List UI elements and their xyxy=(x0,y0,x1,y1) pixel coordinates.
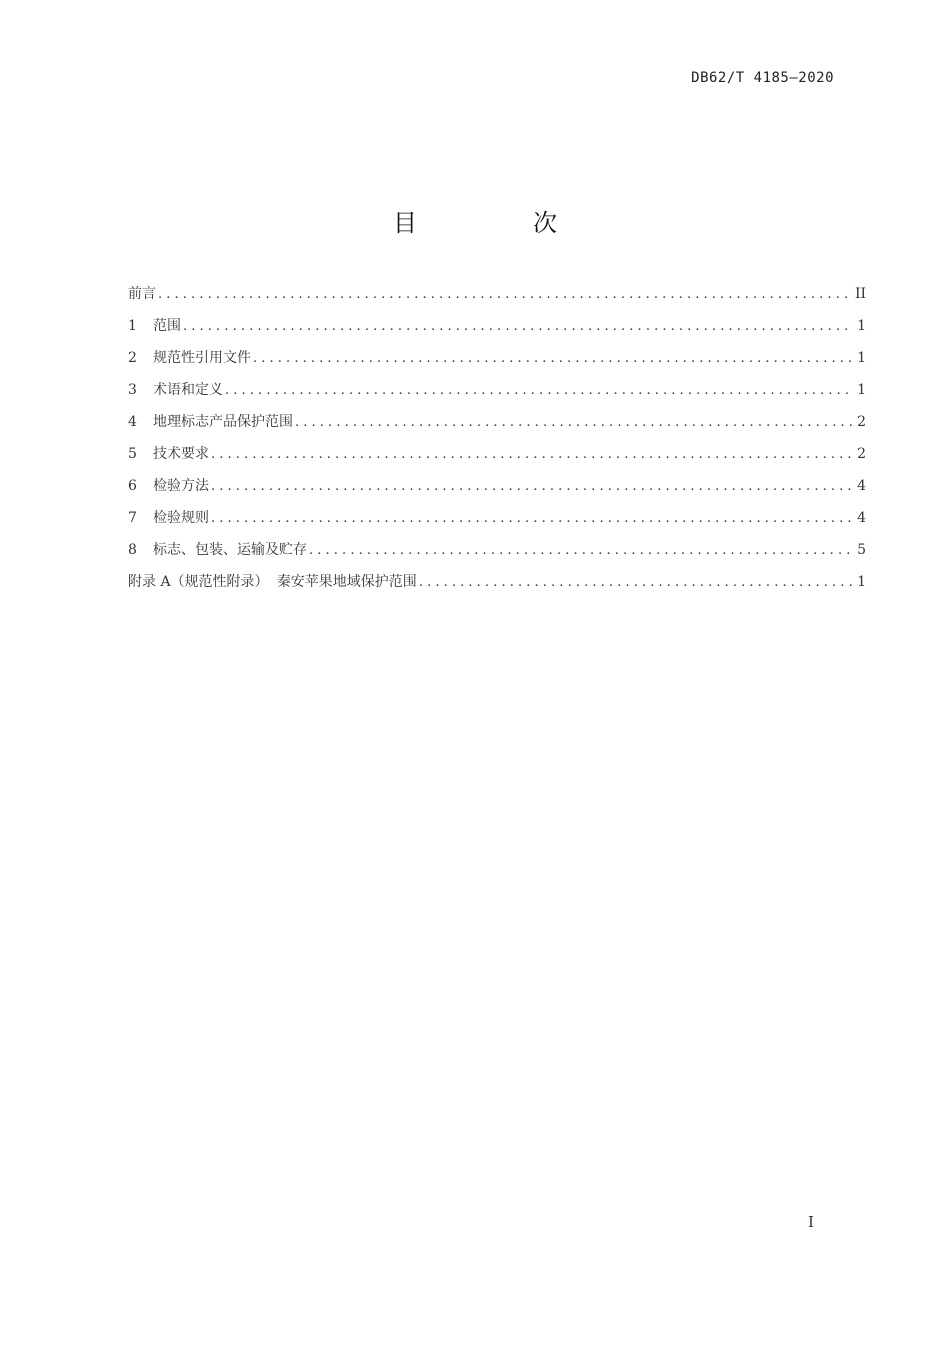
toc-entry-label: 标志、包装、运输及贮存 xyxy=(153,542,307,558)
page-number: I xyxy=(808,1213,814,1231)
toc-entry-page: 1 xyxy=(857,382,866,398)
toc-leader-dots xyxy=(183,319,852,334)
toc-entry-page: 5 xyxy=(857,542,866,558)
toc-leader-dots xyxy=(295,415,852,430)
toc-entry-label: 检验规则 xyxy=(153,510,209,526)
toc-entry-number: 3 xyxy=(128,382,137,398)
standard-code: DB62/T 4185—2020 xyxy=(691,70,834,86)
toc-leader-dots xyxy=(419,575,852,590)
toc-entry-number: 5 xyxy=(128,446,137,462)
toc-leader-dots xyxy=(211,479,852,494)
toc-entry-foreword[interactable] xyxy=(128,283,866,315)
toc-entry-appendix-a[interactable] xyxy=(128,571,866,603)
toc-entry-number: 1 xyxy=(128,318,137,334)
toc-entry-label: 范围 xyxy=(153,318,181,334)
toc-entry-label: 前言 xyxy=(128,286,156,302)
toc-entry-number: 7 xyxy=(128,510,137,526)
toc-entry-label: 地理标志产品保护范围 xyxy=(153,414,293,430)
appendix-label: 附录 A（规范性附录） xyxy=(128,574,269,590)
toc-leader-dots xyxy=(309,543,852,558)
toc-entry-page: 4 xyxy=(857,510,866,526)
toc-entry-protection-area[interactable] xyxy=(128,411,866,443)
toc-entry-page: 2 xyxy=(857,414,866,430)
toc-leader-dots xyxy=(225,383,852,398)
toc-entry-page: 4 xyxy=(857,478,866,494)
toc-entry-page: 1 xyxy=(857,574,866,590)
toc-entry-number: 2 xyxy=(128,350,137,366)
toc-entry-marking-packaging[interactable] xyxy=(128,539,866,571)
toc-entry-label: 术语和定义 xyxy=(153,382,223,398)
toc-entry-number: 8 xyxy=(128,542,137,558)
appendix-title: 秦安苹果地域保护范围 xyxy=(276,574,417,590)
toc-leader-dots xyxy=(158,287,851,302)
toc-leader-dots xyxy=(211,447,852,462)
toc-title: 目 次 xyxy=(393,209,603,237)
toc-entry-page: II xyxy=(854,286,866,302)
toc-entry-page: 1 xyxy=(857,350,866,366)
toc-entry-label: 检验方法 xyxy=(153,478,209,494)
toc-entry-number: 4 xyxy=(128,414,137,430)
toc-entry-number: 6 xyxy=(128,478,137,494)
toc-entry-test-methods[interactable] xyxy=(128,475,866,507)
toc-entry-terms[interactable] xyxy=(128,379,866,411)
toc-entry-technical-requirements[interactable] xyxy=(128,443,866,475)
toc-entry-label: 规范性引用文件 xyxy=(153,350,251,366)
toc-entry-normative-references[interactable] xyxy=(128,347,866,379)
toc-entry-page: 2 xyxy=(857,446,866,462)
toc-leader-dots xyxy=(211,511,852,526)
toc-entry-scope[interactable] xyxy=(128,315,866,347)
toc-entry-label: 技术要求 xyxy=(153,446,209,462)
toc-entry-page: 1 xyxy=(857,318,866,334)
toc-list xyxy=(128,283,866,603)
toc-entry-inspection-rules[interactable] xyxy=(128,507,866,539)
toc-leader-dots xyxy=(253,351,852,366)
